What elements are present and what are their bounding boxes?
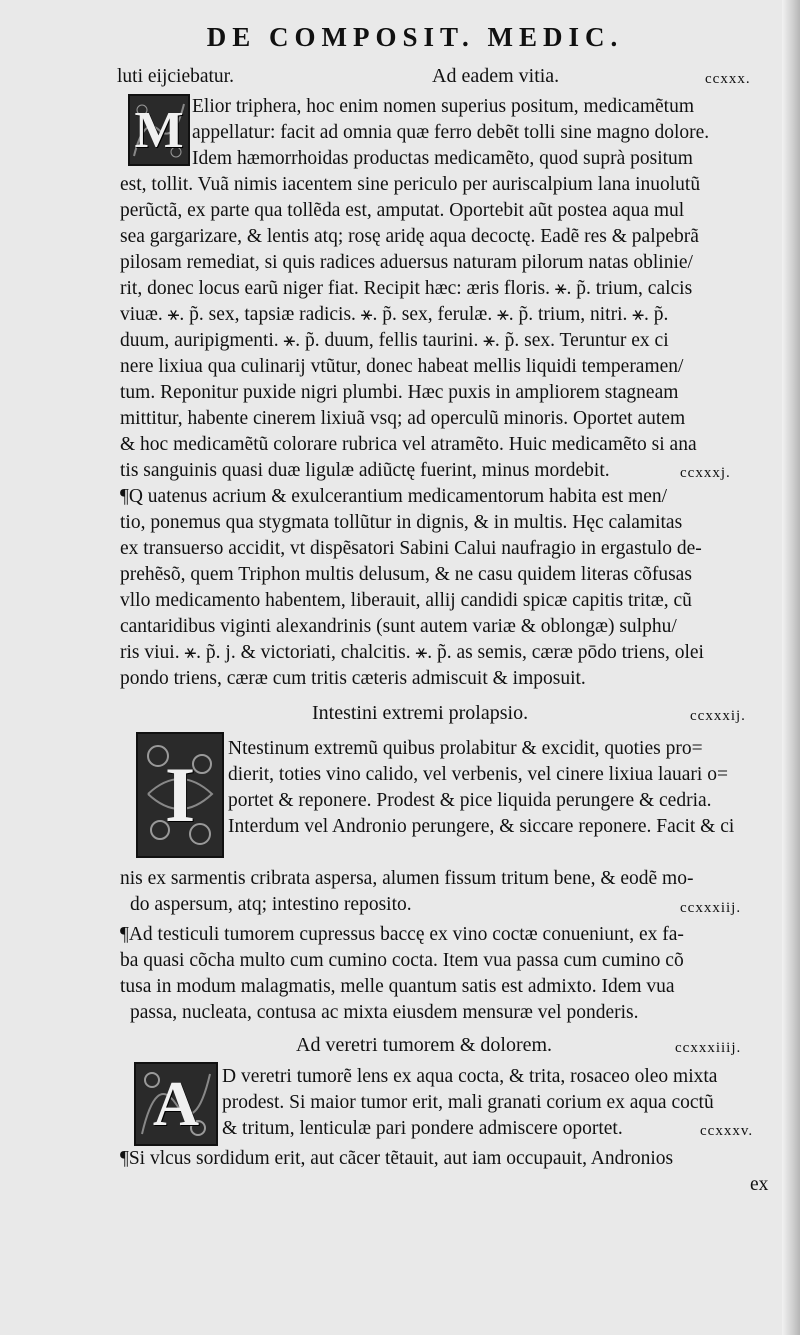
decorated-initial-m: M <box>128 94 190 166</box>
decorated-initial-a: A <box>134 1062 218 1146</box>
text-line: vllo medicamento habentem, liberauit, allij candidi spicæ capitis tritæ, cũ <box>120 590 692 611</box>
text-line: tum. Reponitur puxide nigri plumbi. Hæc puxis in ampliorem stagneam <box>120 382 679 403</box>
text-line: viuæ. ⚹. p̃. sex, tapsiæ radicis. ⚹. p̃. sex, ferulæ. ⚹. p̃. trium, nitri. ⚹. p̃. <box>120 304 669 325</box>
section-numeral: ccxxx. <box>705 71 751 87</box>
text-line: duum, auripigmenti. ⚹. p̃. duum, fellis taurini. ⚹. p̃. sex. Teruntur ex ci <box>120 330 669 351</box>
text-line: dierit, toties vino calido, vel verbenis, vel cinere lixiua lauari o= <box>228 764 728 785</box>
text-line: tis sanguinis quasi duæ ligulæ adiũctę fuerint, minus mordebit. <box>120 460 610 481</box>
text-line: pondo triens, cæræ cum tritis cæteris admiscuit & imposuit. <box>120 668 586 689</box>
text-line: pilosam remediat, si quis radices aduersus naturam pilorum natas oblinie/ <box>120 252 693 273</box>
text-line: tusa in modum malagmatis, melle quantum satis est admixto. Idem vua <box>120 976 675 997</box>
text-line: portet & reponere. Prodest & pice liquida perungere & cedria. <box>228 790 712 811</box>
catchword: ex <box>750 1174 769 1195</box>
text-line: ¶Ad testiculi tumorem cupressus baccę ex vino coctæ conueniunt, ex fa- <box>120 924 684 945</box>
text-line: perũctã, ex parte qua tollẽda est, amputat. Oportebit aũt postea aqua mul <box>120 200 685 221</box>
page-edge-shadow <box>782 0 800 1335</box>
text-line: rit, donec locus earũ niger fiat. Recipit hæc: æris floris. ⚹. p̃. trium, calcis <box>120 278 693 299</box>
text-line: Interdum vel Andronio perungere, & siccare reponere. Facit & ci <box>228 816 735 837</box>
section-title-intestini: Intestini extremi prolapsio. <box>312 702 529 724</box>
text-line: do aspersum, atq; intestino reposito. <box>130 894 412 915</box>
text-line: Elior triphera, hoc enim nomen superius positum, medicamẽtum <box>192 96 695 117</box>
text-line: est, tollit. Vuã nimis iacentem sine periculo per auriscalpium lana inuolutũ <box>120 174 701 195</box>
text-line: appellatur: facit ad omnia quæ ferro debẽt tolli sine magno dolore. <box>192 122 710 143</box>
continuation-line: luti eijciebatur. <box>117 66 234 87</box>
text-line: & tritum, lenticulæ pari pondere admiscere oportet. <box>222 1118 623 1139</box>
text-line: D veretri tumorẽ lens ex aqua cocta, & trita, rosaceo oleo mixta <box>222 1066 718 1087</box>
text-line: sea gargarizare, & lentis atq; rosę aridę aqua decoctę. Eadẽ res & palpebrã <box>120 226 699 247</box>
section-numeral: ccxxxiij. <box>680 900 742 916</box>
running-header: DE COMPOSIT. MEDIC. <box>206 22 624 52</box>
text-line: & hoc medicamẽtũ colorare rubrica vel atramẽto. Huic medicamẽto si ana <box>120 434 697 455</box>
section-numeral: ccxxxv. <box>700 1123 754 1139</box>
section-title-ad-eadem-vitia: Ad eadem vitia. <box>432 65 560 87</box>
text-line: ex transuerso accidit, vt dispẽsatori Sabini Calui naufragio in ergastulo de- <box>120 538 702 559</box>
text-line: ¶Q uatenus acrium & exulcerantium medicamentorum habita est men/ <box>120 486 668 507</box>
section-title-ad-veretri: Ad veretri tumorem & dolorem. <box>296 1034 553 1056</box>
text-line: tio, ponemus qua stygmata tollũtur in dignis, & in multis. Hęc calamitas <box>120 512 683 533</box>
text-line: prehẽsõ, quem Triphon multis delusum, & ne casu quidem literas cõfusas <box>120 564 692 585</box>
section-numeral: ccxxxiiij. <box>675 1040 742 1056</box>
text-line: passa, nucleata, contusa ac mixta eiusdem mensuræ vel ponderis. <box>130 1002 639 1023</box>
text-line: nere lixiua qua culinarij vtũtur, donec habeat mellis liquidi temperamen/ <box>120 356 684 377</box>
section-numeral: ccxxxj. <box>680 465 731 481</box>
text-line: ¶Si vlcus sordidum erit, aut cãcer tẽtauit, aut iam occupauit, Andronios <box>120 1148 674 1169</box>
section-numeral: ccxxxij. <box>690 708 746 724</box>
text-line: mittitur, habente cinerem lixiuã vsq; ad operculũ minoris. Oportet autem <box>120 408 686 429</box>
text-line: ba quasi cõcha multo cum cumino cocta. Item vua passa cum cumino cõ <box>120 950 684 971</box>
text-line: nis ex sarmentis cribrata aspersa, alumen fissum tritum bene, & eodẽ mo- <box>120 868 694 889</box>
text-line: prodest. Si maior tumor erit, mali granati corium ex aqua coctũ <box>222 1092 714 1113</box>
decorated-initial-i: I <box>136 732 224 858</box>
text-line: Ntestinum extremũ quibus prolabitur & excidit, quoties pro= <box>228 738 703 759</box>
text-line: Idem hæmorrhoidas productas medicamẽto, quod suprà positum <box>192 148 693 169</box>
text-line: cantaridibus viginti alexandrinis (sunt autem variæ & oblongæ) sulphu/ <box>120 616 677 637</box>
text-line: ris viui. ⚹. p̃. j. & victoriati, chalcitis. ⚹. p̃. as semis, cæræ pōdo triens, olei <box>120 642 704 663</box>
